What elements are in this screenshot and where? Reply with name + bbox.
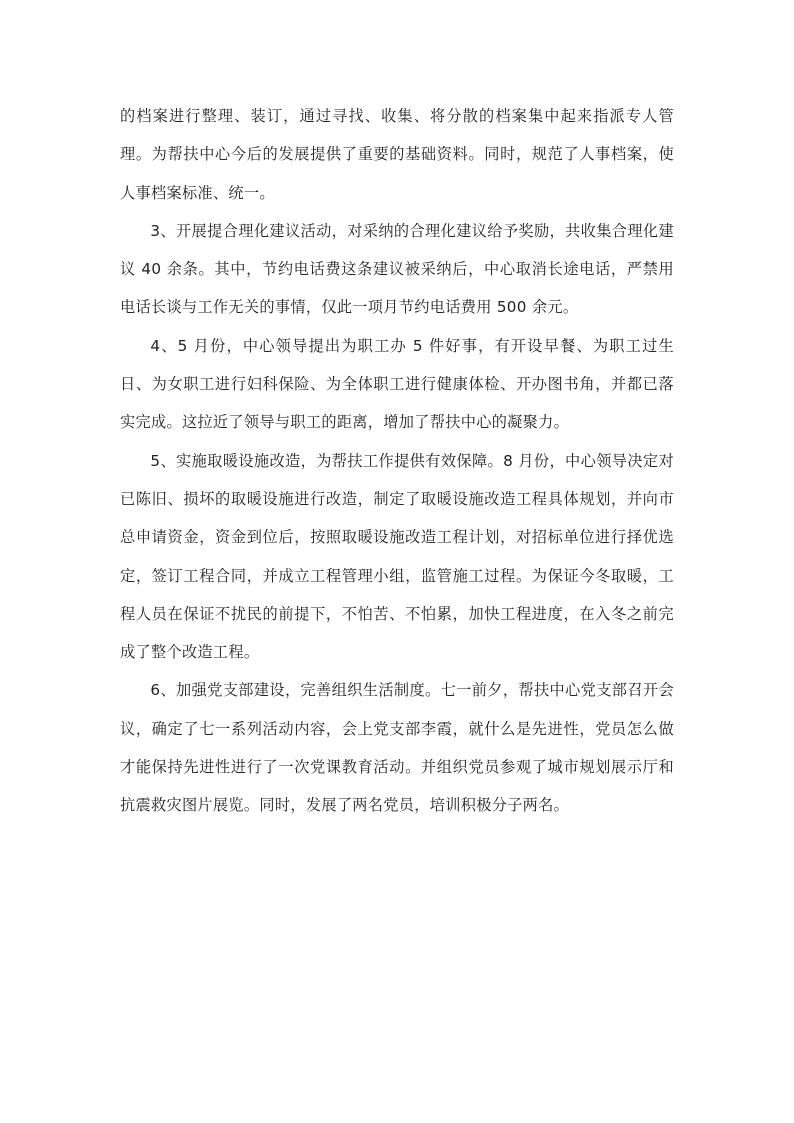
paragraph-item-6-party-branch: 6、加强党支部建设，完善组织生活制度。七一前夕，帮扶中心党支部召开会议，确定了七一系列活动内容，会上党支部李霞，就什么是先进性，党员怎么做才能保持先进性进行了一次党课教育活动。并组织党员参观了城市规划展示厅和抗震救灾图片展览。同时，发展了两名党员，培训积极分子两名。 (120, 681, 674, 815)
paragraph-item-5-heating-renovation: 5、实施取暖设施改造，为帮扶工作提供有效保障。8 月份，中心领导决定对已陈旧、损坏的取暖设施进行改造，制定了取暖设施改造工程具体规划，并向市总申请资金，资金到位后，按照取暖设施改造工程计划，对招标单位进行择优选定，签订工程合同，并成立工程管理小组，监管施工过程。为保证今冬取暖，工程人员在保证不扰民的前提下，不怕苦、不怕累，加快工程进度，在入冬之前完成了整个改造工程。 (120, 451, 674, 662)
paragraph-item-3-suggestions: 3、开展提合理化建议活动，对采纳的合理化建议给予奖励，共收集合理化建议 40 余条。其中，节约电话费这条建议被采纳后，中心取消长途电话，严禁用电话长谈与工作无关的事情，仅此一项月节约电话费用 500 余元。 (120, 221, 674, 317)
document-body (120, 97, 674, 825)
paragraph-archive-continuation: 的档案进行整理、装订，通过寻找、收集、将分散的档案集中起来指派专人管理。为帮扶中心今后的发展提供了重要的基础资料。同时，规范了人事档案，使人事档案标准、统一。 (120, 107, 674, 202)
paragraph-item-4-five-good-deeds: 4、5 月份，中心领导提出为职工办 5 件好事，有开设早餐、为职工过生日、为女职工进行妇科保险、为全体职工进行健康体检、开办图书角，并都已落实完成。这拉近了领导与职工的距离，增加了帮扶中心的凝聚力。 (120, 336, 674, 432)
